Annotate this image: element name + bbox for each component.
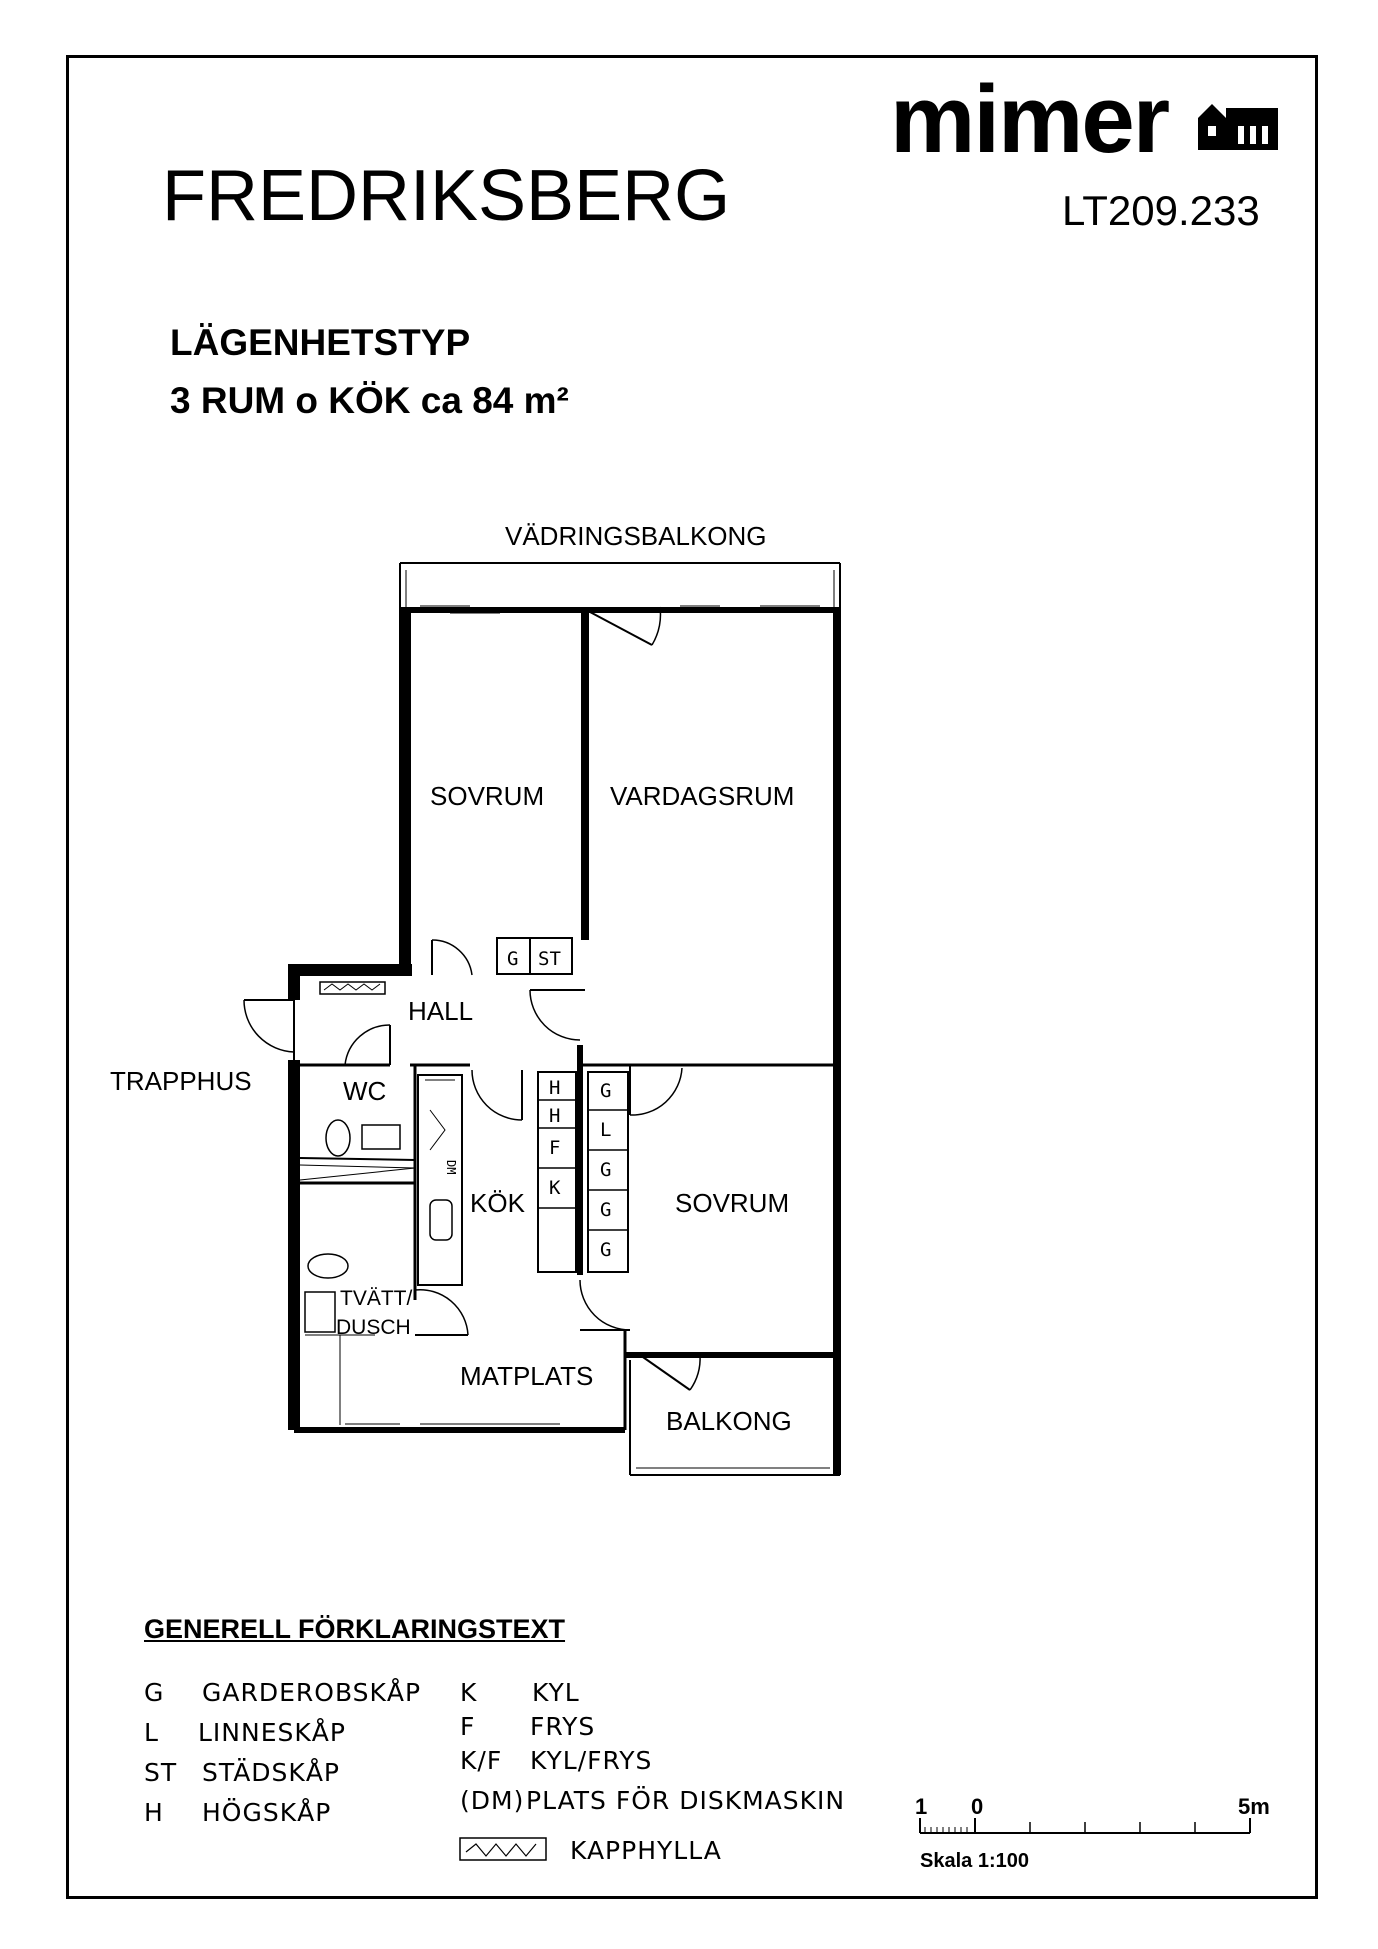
label-shower: DUSCH	[336, 1316, 411, 1339]
south-wall	[294, 1424, 625, 1430]
mimer-logo-text: mimer	[890, 66, 1169, 173]
cabinet-label-bedroom: L	[600, 1119, 612, 1141]
label-dining: MATPLATS	[460, 1361, 594, 1391]
cabinet-label-kitchen: K	[549, 1177, 561, 1199]
legend-title: GENERELL FÖRKLARINGSTEXT	[144, 1614, 566, 1644]
cabinet-label-bedroom: G	[600, 1199, 612, 1221]
bedroom-1-door	[432, 940, 472, 975]
legend-text: HÖGSKÅP	[202, 1798, 332, 1827]
legend-coat-shelf-text: KAPPHYLLA	[570, 1836, 722, 1865]
legend-text: KYL	[532, 1678, 580, 1707]
plan-code: LT209.233	[1062, 187, 1260, 234]
label-wc: WC	[343, 1076, 387, 1106]
living-room-hall-door	[530, 990, 585, 1040]
kitchen-counter	[418, 1075, 462, 1285]
cabinet-label-kitchen: H	[549, 1105, 561, 1127]
bedroom-2-south-door	[580, 1280, 630, 1330]
legend-code: G	[144, 1678, 165, 1707]
cabinet-label-bedroom: G	[600, 1080, 612, 1102]
scale-label-zero: 0	[971, 1794, 984, 1819]
balcony-door	[640, 1355, 700, 1390]
cabinet-label-kitchen: F	[549, 1137, 561, 1159]
kitchen-tall-cabinets	[538, 1072, 576, 1272]
legend-text: GARDEROBSKÅP	[202, 1678, 422, 1707]
scale-label-left: 1	[915, 1794, 928, 1819]
label-bedroom-1: SOVRUM	[430, 781, 545, 811]
label-balcony: BALKONG	[666, 1406, 792, 1436]
legend-code: ST	[144, 1758, 178, 1787]
legend-code: (DM)	[460, 1786, 525, 1815]
label-stairwell: TRAPPHUS	[110, 1066, 252, 1096]
apartment-type-label: LÄGENHETSTYP	[170, 322, 471, 363]
legend-text: PLATS FÖR DISKMASKIN	[526, 1786, 846, 1815]
dishwasher-label: DM	[444, 1160, 458, 1175]
cabinet-label-kitchen: H	[549, 1077, 561, 1099]
legend-text: KYL/FRYS	[530, 1746, 653, 1775]
label-bedroom-2: SOVRUM	[675, 1188, 790, 1218]
north-wall	[400, 606, 840, 613]
kitchen-door	[472, 1070, 522, 1120]
legend-text: FRYS	[530, 1712, 596, 1741]
property-name: FREDRIKSBERG	[162, 156, 731, 236]
scale-label-right: 5m	[1238, 1794, 1270, 1819]
legend-code: H	[144, 1798, 164, 1827]
entrance-door	[244, 1000, 294, 1430]
apartment-size: 3 RUM o KÖK ca 84 m²	[170, 380, 569, 421]
bedroom-2-door	[630, 1065, 682, 1115]
label-laundry: TVÄTT/	[340, 1287, 413, 1310]
coat-shelf-legend-icon	[460, 1838, 546, 1860]
airing-balcony-railing	[400, 563, 840, 607]
legend-text: STÄDSKÅP	[202, 1758, 340, 1787]
wc-fixtures	[300, 1120, 415, 1180]
scale-caption: Skala 1:100	[920, 1850, 1029, 1872]
legend-code: K	[460, 1678, 478, 1707]
scale-bar	[920, 1818, 1250, 1833]
legend-code: F	[460, 1712, 476, 1741]
label-kitchen: KÖK	[470, 1188, 525, 1218]
label-living-room: VARDAGSRUM	[610, 781, 795, 811]
cabinet-label-bedroom: G	[600, 1159, 612, 1181]
cabinet-label-hall-st: ST	[538, 948, 561, 970]
wc-door	[345, 1025, 390, 1065]
legend-code: K/F	[460, 1746, 503, 1775]
cabinet-label-hall-g: G	[507, 948, 519, 970]
legend-text: LINNESKÅP	[198, 1718, 346, 1747]
cabinet-label-bedroom: G	[600, 1239, 612, 1261]
laundry-door	[415, 1290, 468, 1335]
label-airing-balcony: VÄDRINGSBALKONG	[505, 521, 767, 551]
legend-code: L	[144, 1718, 159, 1747]
label-hall: HALL	[408, 996, 474, 1026]
